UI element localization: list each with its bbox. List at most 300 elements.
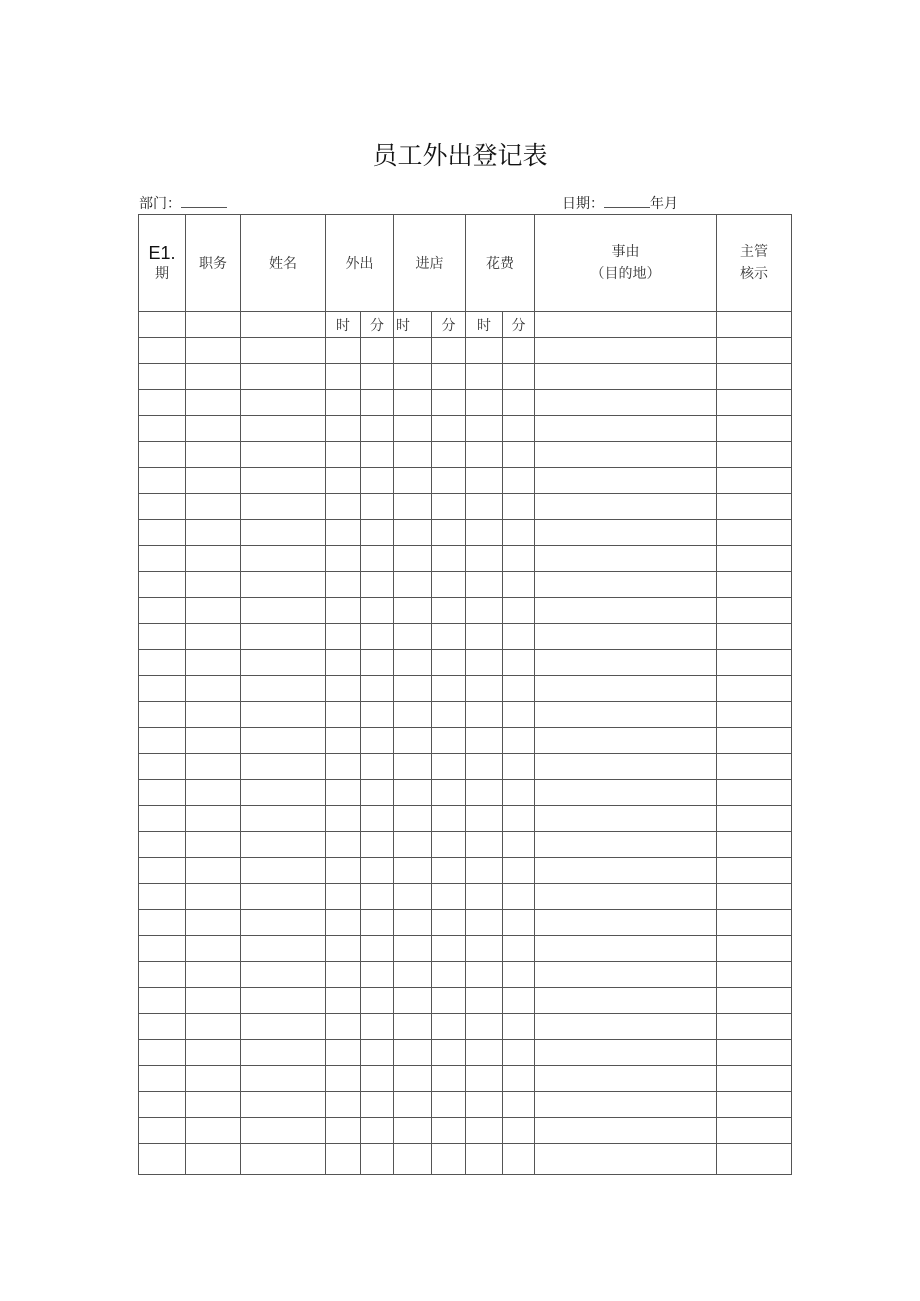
cell-name[interactable] — [241, 416, 326, 442]
cell-name[interactable] — [241, 1092, 326, 1118]
cell-out-minute[interactable] — [361, 1014, 394, 1040]
cell-date[interactable] — [139, 546, 186, 572]
cell-approval[interactable] — [717, 910, 792, 936]
cell-cost-hour[interactable] — [466, 1118, 503, 1144]
department-blank[interactable] — [181, 195, 227, 208]
cell-back-hour[interactable] — [394, 338, 432, 364]
cell-back-minute[interactable] — [432, 1092, 466, 1118]
cell-date[interactable] — [139, 416, 186, 442]
cell-out-hour[interactable] — [326, 650, 361, 676]
cell-cost-minute[interactable] — [503, 754, 535, 780]
cell-name[interactable] — [241, 520, 326, 546]
cell-date[interactable] — [139, 1144, 186, 1175]
cell-approval[interactable] — [717, 468, 792, 494]
cell-approval[interactable] — [717, 806, 792, 832]
cell-name[interactable] — [241, 702, 326, 728]
cell-back-hour[interactable] — [394, 1118, 432, 1144]
cell-reason[interactable] — [535, 884, 717, 910]
cell-date[interactable] — [139, 910, 186, 936]
cell-cost-hour[interactable] — [466, 936, 503, 962]
cell-position[interactable] — [186, 988, 241, 1014]
cell-cost-minute[interactable] — [503, 546, 535, 572]
cell-cost-hour[interactable] — [466, 1144, 503, 1175]
cell-cost-hour[interactable] — [466, 910, 503, 936]
cell-position[interactable] — [186, 754, 241, 780]
cell-back-minute[interactable] — [432, 390, 466, 416]
cell-cost-minute[interactable] — [503, 338, 535, 364]
cell-position[interactable] — [186, 1118, 241, 1144]
cell-out-minute[interactable] — [361, 988, 394, 1014]
cell-cost-minute[interactable] — [503, 572, 535, 598]
cell-cost-minute[interactable] — [503, 598, 535, 624]
cell-approval[interactable] — [717, 338, 792, 364]
cell-date[interactable] — [139, 728, 186, 754]
cell-cost-hour[interactable] — [466, 780, 503, 806]
cell-back-hour[interactable] — [394, 390, 432, 416]
cell-position[interactable] — [186, 364, 241, 390]
cell-back-minute[interactable] — [432, 624, 466, 650]
cell-out-minute[interactable] — [361, 962, 394, 988]
cell-date[interactable] — [139, 520, 186, 546]
cell-approval[interactable] — [717, 1118, 792, 1144]
cell-reason[interactable] — [535, 650, 717, 676]
cell-approval[interactable] — [717, 572, 792, 598]
cell-position[interactable] — [186, 910, 241, 936]
cell-out-minute[interactable] — [361, 936, 394, 962]
cell-cost-hour[interactable] — [466, 988, 503, 1014]
cell-cost-minute[interactable] — [503, 780, 535, 806]
cell-approval[interactable] — [717, 364, 792, 390]
cell-approval[interactable] — [717, 598, 792, 624]
cell-position[interactable] — [186, 338, 241, 364]
cell-back-minute[interactable] — [432, 780, 466, 806]
cell-out-hour[interactable] — [326, 1092, 361, 1118]
cell-back-minute[interactable] — [432, 364, 466, 390]
cell-out-hour[interactable] — [326, 494, 361, 520]
cell-cost-minute[interactable] — [503, 1092, 535, 1118]
cell-back-hour[interactable] — [394, 884, 432, 910]
cell-name[interactable] — [241, 806, 326, 832]
cell-back-minute[interactable] — [432, 598, 466, 624]
cell-back-hour[interactable] — [394, 572, 432, 598]
cell-reason[interactable] — [535, 416, 717, 442]
cell-approval[interactable] — [717, 1066, 792, 1092]
cell-position[interactable] — [186, 1014, 241, 1040]
cell-reason[interactable] — [535, 1144, 717, 1175]
cell-out-minute[interactable] — [361, 1092, 394, 1118]
cell-approval[interactable] — [717, 988, 792, 1014]
cell-out-minute[interactable] — [361, 806, 394, 832]
cell-cost-minute[interactable] — [503, 442, 535, 468]
cell-approval[interactable] — [717, 1092, 792, 1118]
cell-out-hour[interactable] — [326, 338, 361, 364]
cell-cost-minute[interactable] — [503, 1144, 535, 1175]
cell-back-hour[interactable] — [394, 546, 432, 572]
cell-approval[interactable] — [717, 520, 792, 546]
cell-name[interactable] — [241, 650, 326, 676]
cell-out-minute[interactable] — [361, 1118, 394, 1144]
cell-date[interactable] — [139, 832, 186, 858]
cell-cost-hour[interactable] — [466, 1092, 503, 1118]
cell-date[interactable] — [139, 1040, 186, 1066]
cell-position[interactable] — [186, 650, 241, 676]
cell-cost-minute[interactable] — [503, 1040, 535, 1066]
cell-cost-minute[interactable] — [503, 910, 535, 936]
cell-back-minute[interactable] — [432, 1118, 466, 1144]
cell-out-hour[interactable] — [326, 884, 361, 910]
cell-name[interactable] — [241, 910, 326, 936]
cell-position[interactable] — [186, 624, 241, 650]
cell-out-hour[interactable] — [326, 1144, 361, 1175]
cell-out-hour[interactable] — [326, 1066, 361, 1092]
cell-cost-minute[interactable] — [503, 416, 535, 442]
cell-out-hour[interactable] — [326, 598, 361, 624]
cell-name[interactable] — [241, 1066, 326, 1092]
cell-approval[interactable] — [717, 832, 792, 858]
cell-cost-hour[interactable] — [466, 468, 503, 494]
cell-position[interactable] — [186, 1040, 241, 1066]
cell-date[interactable] — [139, 988, 186, 1014]
cell-date[interactable] — [139, 780, 186, 806]
cell-out-hour[interactable] — [326, 416, 361, 442]
cell-out-hour[interactable] — [326, 1118, 361, 1144]
cell-out-hour[interactable] — [326, 858, 361, 884]
cell-cost-minute[interactable] — [503, 988, 535, 1014]
cell-out-hour[interactable] — [326, 468, 361, 494]
cell-cost-minute[interactable] — [503, 806, 535, 832]
cell-date[interactable] — [139, 1066, 186, 1092]
cell-out-minute[interactable] — [361, 1040, 394, 1066]
cell-cost-minute[interactable] — [503, 1014, 535, 1040]
cell-out-hour[interactable] — [326, 624, 361, 650]
cell-cost-hour[interactable] — [466, 858, 503, 884]
cell-cost-minute[interactable] — [503, 650, 535, 676]
cell-out-minute[interactable] — [361, 338, 394, 364]
cell-date[interactable] — [139, 1014, 186, 1040]
cell-out-hour[interactable] — [326, 364, 361, 390]
cell-back-minute[interactable] — [432, 884, 466, 910]
cell-reason[interactable] — [535, 546, 717, 572]
cell-cost-minute[interactable] — [503, 1066, 535, 1092]
cell-back-minute[interactable] — [432, 832, 466, 858]
cell-reason[interactable] — [535, 702, 717, 728]
cell-cost-hour[interactable] — [466, 416, 503, 442]
cell-reason[interactable] — [535, 858, 717, 884]
cell-back-minute[interactable] — [432, 572, 466, 598]
cell-back-hour[interactable] — [394, 364, 432, 390]
cell-back-hour[interactable] — [394, 442, 432, 468]
cell-position[interactable] — [186, 780, 241, 806]
cell-out-minute[interactable] — [361, 702, 394, 728]
cell-date[interactable] — [139, 624, 186, 650]
cell-back-minute[interactable] — [432, 728, 466, 754]
cell-cost-minute[interactable] — [503, 832, 535, 858]
cell-cost-hour[interactable] — [466, 962, 503, 988]
cell-out-minute[interactable] — [361, 442, 394, 468]
cell-out-minute[interactable] — [361, 676, 394, 702]
cell-date[interactable] — [139, 442, 186, 468]
cell-cost-hour[interactable] — [466, 494, 503, 520]
cell-back-minute[interactable] — [432, 494, 466, 520]
cell-back-minute[interactable] — [432, 468, 466, 494]
cell-out-minute[interactable] — [361, 572, 394, 598]
cell-out-hour[interactable] — [326, 962, 361, 988]
cell-position[interactable] — [186, 572, 241, 598]
cell-name[interactable] — [241, 988, 326, 1014]
cell-back-hour[interactable] — [394, 936, 432, 962]
cell-out-hour[interactable] — [326, 702, 361, 728]
cell-date[interactable] — [139, 702, 186, 728]
cell-position[interactable] — [186, 1092, 241, 1118]
cell-name[interactable] — [241, 598, 326, 624]
cell-cost-hour[interactable] — [466, 572, 503, 598]
cell-cost-minute[interactable] — [503, 936, 535, 962]
cell-cost-hour[interactable] — [466, 364, 503, 390]
cell-cost-hour[interactable] — [466, 338, 503, 364]
cell-back-minute[interactable] — [432, 1040, 466, 1066]
cell-reason[interactable] — [535, 806, 717, 832]
cell-name[interactable] — [241, 676, 326, 702]
cell-date[interactable] — [139, 962, 186, 988]
cell-out-minute[interactable] — [361, 520, 394, 546]
cell-out-minute[interactable] — [361, 780, 394, 806]
cell-approval[interactable] — [717, 1014, 792, 1040]
cell-position[interactable] — [186, 702, 241, 728]
cell-reason[interactable] — [535, 936, 717, 962]
cell-name[interactable] — [241, 624, 326, 650]
cell-out-minute[interactable] — [361, 390, 394, 416]
cell-reason[interactable] — [535, 468, 717, 494]
cell-reason[interactable] — [535, 780, 717, 806]
cell-cost-hour[interactable] — [466, 754, 503, 780]
cell-out-minute[interactable] — [361, 598, 394, 624]
cell-cost-hour[interactable] — [466, 676, 503, 702]
cell-cost-minute[interactable] — [503, 624, 535, 650]
cell-position[interactable] — [186, 858, 241, 884]
cell-back-hour[interactable] — [394, 806, 432, 832]
cell-out-minute[interactable] — [361, 416, 394, 442]
cell-back-minute[interactable] — [432, 520, 466, 546]
cell-cost-hour[interactable] — [466, 546, 503, 572]
cell-name[interactable] — [241, 572, 326, 598]
cell-cost-minute[interactable] — [503, 962, 535, 988]
cell-out-minute[interactable] — [361, 468, 394, 494]
cell-approval[interactable] — [717, 416, 792, 442]
cell-name[interactable] — [241, 754, 326, 780]
cell-back-minute[interactable] — [432, 858, 466, 884]
cell-approval[interactable] — [717, 494, 792, 520]
cell-date[interactable] — [139, 468, 186, 494]
cell-out-minute[interactable] — [361, 364, 394, 390]
cell-date[interactable] — [139, 572, 186, 598]
cell-date[interactable] — [139, 390, 186, 416]
cell-position[interactable] — [186, 442, 241, 468]
cell-out-hour[interactable] — [326, 728, 361, 754]
cell-position[interactable] — [186, 468, 241, 494]
cell-out-minute[interactable] — [361, 1066, 394, 1092]
cell-cost-hour[interactable] — [466, 442, 503, 468]
cell-back-hour[interactable] — [394, 416, 432, 442]
cell-name[interactable] — [241, 884, 326, 910]
cell-back-hour[interactable] — [394, 650, 432, 676]
cell-back-hour[interactable] — [394, 962, 432, 988]
cell-reason[interactable] — [535, 598, 717, 624]
cell-out-minute[interactable] — [361, 728, 394, 754]
cell-date[interactable] — [139, 884, 186, 910]
cell-back-hour[interactable] — [394, 1066, 432, 1092]
cell-out-minute[interactable] — [361, 624, 394, 650]
cell-name[interactable] — [241, 1040, 326, 1066]
cell-out-hour[interactable] — [326, 1040, 361, 1066]
cell-back-minute[interactable] — [432, 650, 466, 676]
cell-cost-minute[interactable] — [503, 884, 535, 910]
cell-date[interactable] — [139, 858, 186, 884]
cell-position[interactable] — [186, 832, 241, 858]
cell-back-hour[interactable] — [394, 1144, 432, 1175]
cell-date[interactable] — [139, 936, 186, 962]
cell-back-hour[interactable] — [394, 988, 432, 1014]
cell-out-minute[interactable] — [361, 494, 394, 520]
cell-name[interactable] — [241, 1118, 326, 1144]
cell-name[interactable] — [241, 442, 326, 468]
cell-out-hour[interactable] — [326, 832, 361, 858]
cell-cost-hour[interactable] — [466, 650, 503, 676]
cell-back-minute[interactable] — [432, 754, 466, 780]
cell-back-hour[interactable] — [394, 1014, 432, 1040]
cell-reason[interactable] — [535, 364, 717, 390]
cell-out-minute[interactable] — [361, 858, 394, 884]
cell-name[interactable] — [241, 338, 326, 364]
cell-cost-hour[interactable] — [466, 1066, 503, 1092]
cell-out-hour[interactable] — [326, 546, 361, 572]
cell-reason[interactable] — [535, 1092, 717, 1118]
cell-name[interactable] — [241, 832, 326, 858]
cell-back-minute[interactable] — [432, 1066, 466, 1092]
cell-back-minute[interactable] — [432, 1144, 466, 1175]
cell-back-minute[interactable] — [432, 702, 466, 728]
cell-back-hour[interactable] — [394, 520, 432, 546]
cell-approval[interactable] — [717, 702, 792, 728]
cell-cost-hour[interactable] — [466, 806, 503, 832]
cell-cost-minute[interactable] — [503, 676, 535, 702]
cell-position[interactable] — [186, 546, 241, 572]
cell-back-hour[interactable] — [394, 468, 432, 494]
cell-out-hour[interactable] — [326, 754, 361, 780]
cell-out-hour[interactable] — [326, 780, 361, 806]
cell-cost-hour[interactable] — [466, 1014, 503, 1040]
cell-approval[interactable] — [717, 390, 792, 416]
cell-date[interactable] — [139, 676, 186, 702]
cell-date[interactable] — [139, 1118, 186, 1144]
cell-approval[interactable] — [717, 1040, 792, 1066]
cell-back-minute[interactable] — [432, 910, 466, 936]
cell-back-hour[interactable] — [394, 780, 432, 806]
cell-cost-hour[interactable] — [466, 598, 503, 624]
cell-approval[interactable] — [717, 884, 792, 910]
cell-approval[interactable] — [717, 1144, 792, 1175]
cell-out-minute[interactable] — [361, 546, 394, 572]
cell-out-hour[interactable] — [326, 988, 361, 1014]
cell-back-hour[interactable] — [394, 832, 432, 858]
cell-approval[interactable] — [717, 624, 792, 650]
cell-out-hour[interactable] — [326, 806, 361, 832]
cell-name[interactable] — [241, 780, 326, 806]
cell-back-minute[interactable] — [432, 546, 466, 572]
cell-date[interactable] — [139, 598, 186, 624]
cell-out-hour[interactable] — [326, 936, 361, 962]
cell-cost-hour[interactable] — [466, 520, 503, 546]
cell-position[interactable] — [186, 494, 241, 520]
cell-back-hour[interactable] — [394, 858, 432, 884]
cell-reason[interactable] — [535, 728, 717, 754]
cell-back-minute[interactable] — [432, 962, 466, 988]
cell-back-hour[interactable] — [394, 598, 432, 624]
cell-reason[interactable] — [535, 1014, 717, 1040]
cell-cost-hour[interactable] — [466, 1040, 503, 1066]
cell-approval[interactable] — [717, 728, 792, 754]
cell-name[interactable] — [241, 1144, 326, 1175]
cell-cost-hour[interactable] — [466, 390, 503, 416]
cell-back-minute[interactable] — [432, 988, 466, 1014]
cell-name[interactable] — [241, 962, 326, 988]
cell-name[interactable] — [241, 1014, 326, 1040]
cell-position[interactable] — [186, 676, 241, 702]
cell-cost-minute[interactable] — [503, 364, 535, 390]
cell-reason[interactable] — [535, 442, 717, 468]
cell-reason[interactable] — [535, 338, 717, 364]
cell-name[interactable] — [241, 390, 326, 416]
cell-out-hour[interactable] — [326, 676, 361, 702]
cell-date[interactable] — [139, 650, 186, 676]
cell-reason[interactable] — [535, 962, 717, 988]
cell-reason[interactable] — [535, 520, 717, 546]
cell-date[interactable] — [139, 338, 186, 364]
cell-reason[interactable] — [535, 1040, 717, 1066]
cell-back-hour[interactable] — [394, 702, 432, 728]
cell-out-hour[interactable] — [326, 1014, 361, 1040]
cell-cost-minute[interactable] — [503, 520, 535, 546]
cell-back-minute[interactable] — [432, 936, 466, 962]
cell-position[interactable] — [186, 936, 241, 962]
cell-position[interactable] — [186, 598, 241, 624]
cell-position[interactable] — [186, 416, 241, 442]
cell-date[interactable] — [139, 1092, 186, 1118]
cell-cost-minute[interactable] — [503, 858, 535, 884]
cell-back-hour[interactable] — [394, 676, 432, 702]
cell-back-minute[interactable] — [432, 1014, 466, 1040]
cell-cost-minute[interactable] — [503, 468, 535, 494]
cell-position[interactable] — [186, 884, 241, 910]
cell-back-hour[interactable] — [394, 1092, 432, 1118]
cell-reason[interactable] — [535, 1118, 717, 1144]
cell-date[interactable] — [139, 364, 186, 390]
cell-back-minute[interactable] — [432, 442, 466, 468]
cell-position[interactable] — [186, 806, 241, 832]
cell-out-minute[interactable] — [361, 1144, 394, 1175]
cell-reason[interactable] — [535, 624, 717, 650]
cell-reason[interactable] — [535, 676, 717, 702]
cell-out-hour[interactable] — [326, 442, 361, 468]
cell-out-minute[interactable] — [361, 910, 394, 936]
cell-out-hour[interactable] — [326, 390, 361, 416]
cell-reason[interactable] — [535, 832, 717, 858]
cell-out-hour[interactable] — [326, 572, 361, 598]
cell-position[interactable] — [186, 728, 241, 754]
cell-name[interactable] — [241, 364, 326, 390]
cell-name[interactable] — [241, 728, 326, 754]
cell-reason[interactable] — [535, 572, 717, 598]
cell-out-minute[interactable] — [361, 884, 394, 910]
